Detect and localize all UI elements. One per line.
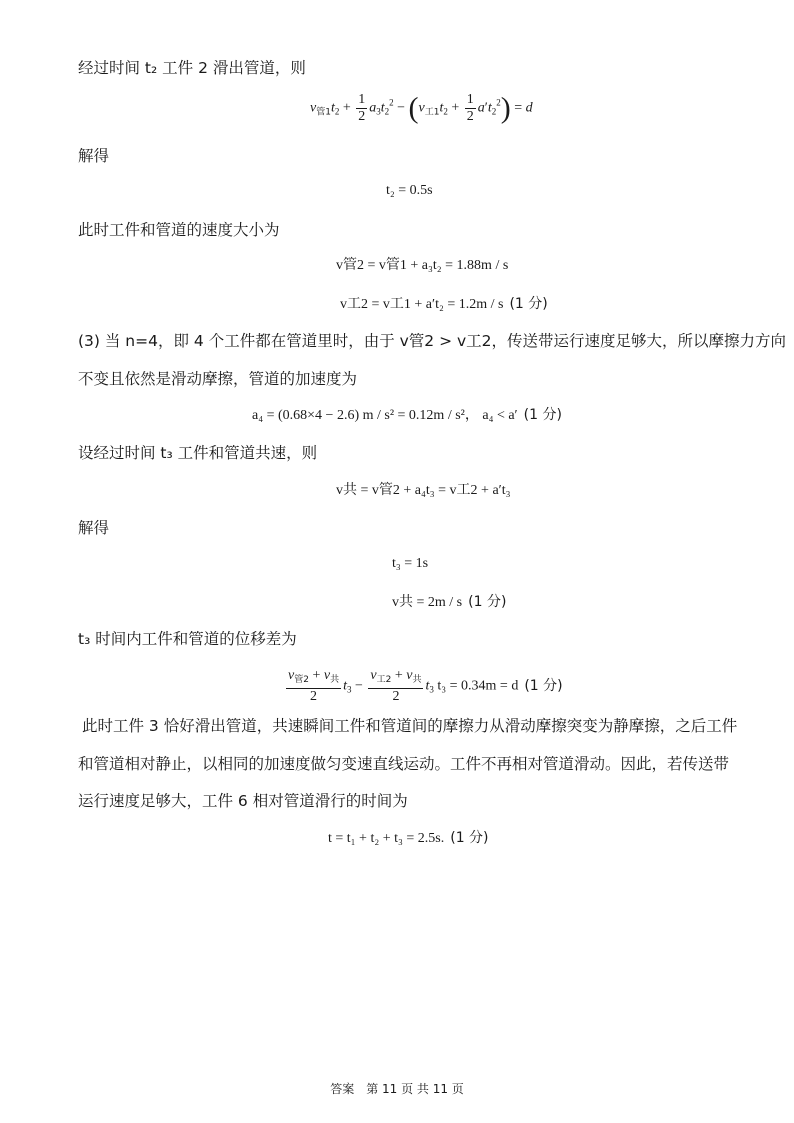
text-line-6: 设经过时间 t₃ 工件和管道共速，则 (78, 444, 318, 462)
text-line-4: (3) 当 n=4，即 4 个工件都在管道里时，由于 v管2 > v工2，传送带运行速度足够大，所以摩擦力方向 (78, 332, 787, 350)
text-line-1: 经过时间 t₂ 工件 2 滑出管道，则 (78, 59, 306, 77)
equation-v-guan2: v管2 = v管1 + a₃t₂ = 1.88m / s (336, 258, 509, 273)
score-mark: (1 分) (450, 830, 489, 846)
page-footer: 答案 第 11 页 共 11 页 (330, 1082, 464, 1096)
text-line-2: 解得 (78, 147, 110, 165)
text-line-7: 解得 (78, 519, 110, 537)
score-mark: (1 分) (523, 407, 562, 423)
text-line-10: 和管道相对静止，以相同的加速度做匀变速直线运动。工件不再相对管道滑动。因此，若传送带 (78, 755, 730, 773)
equation-a4-body: a₄ = (0.68×4 − 2.6) m / s² = 0.12m / s²， a₄ < a′ (252, 408, 518, 423)
text-line-11: 运行速度足够大，工件 6 相对管道滑行的时间为 (78, 792, 408, 810)
text-line-9: 此时工件 3 恰好滑出管道，共速瞬间工件和管道间的摩擦力从滑动摩擦突变为静摩擦，之后工件 (82, 717, 738, 735)
equation-displacement-tail: t₃ = 0.34m = d (437, 678, 519, 694)
equation-t2: t₂ = 0.5s (386, 183, 433, 198)
equation-displacement: $\frac{v_{管2} + v_共}{2}$ $t_3$ − $\frac{v_{工2} + v_共}{2}$ $t_3$ t₃ = 0.34m = d (1 分) (288, 668, 563, 704)
score-mark: (1 分) (468, 594, 507, 610)
equation-v-common-value-body: v共 = 2m / s (392, 595, 463, 610)
equation-v-common-value (392, 592, 506, 613)
equation-total-time-body: t = t₁ + t₂ + t₃ = 2.5s. (328, 831, 445, 846)
equation-pipe-exit: $v_{管1}t_2$ + $\frac{1}{2}$ $a_3t_2^2 - (v_{工1}t_2$ + $\frac{1}{2}$ $a't_2^2) = d$ (310, 91, 533, 125)
equation-a4 (252, 405, 562, 426)
text-line-3: 此时工件和管道的速度大小为 (78, 221, 280, 239)
score-mark: (1 分) (509, 296, 548, 312)
equation-v-gong2 (340, 294, 548, 315)
score-mark: (1 分) (524, 677, 563, 694)
text-line-8: t₃ 时间内工件和管道的位移差为 (78, 630, 297, 648)
equation-total-time (328, 828, 489, 849)
text-line-5: 不变且依然是滑动摩擦，管道的加速度为 (78, 370, 358, 388)
equation-t3: t₃ = 1s (392, 556, 429, 571)
equation-v-gong2-body: v工2 = v工1 + a′t₂ = 1.2m / s (340, 297, 504, 312)
equation-common-speed: v共 = v管2 + a₄t₃ = v工2 + a′t₃ (336, 483, 511, 498)
